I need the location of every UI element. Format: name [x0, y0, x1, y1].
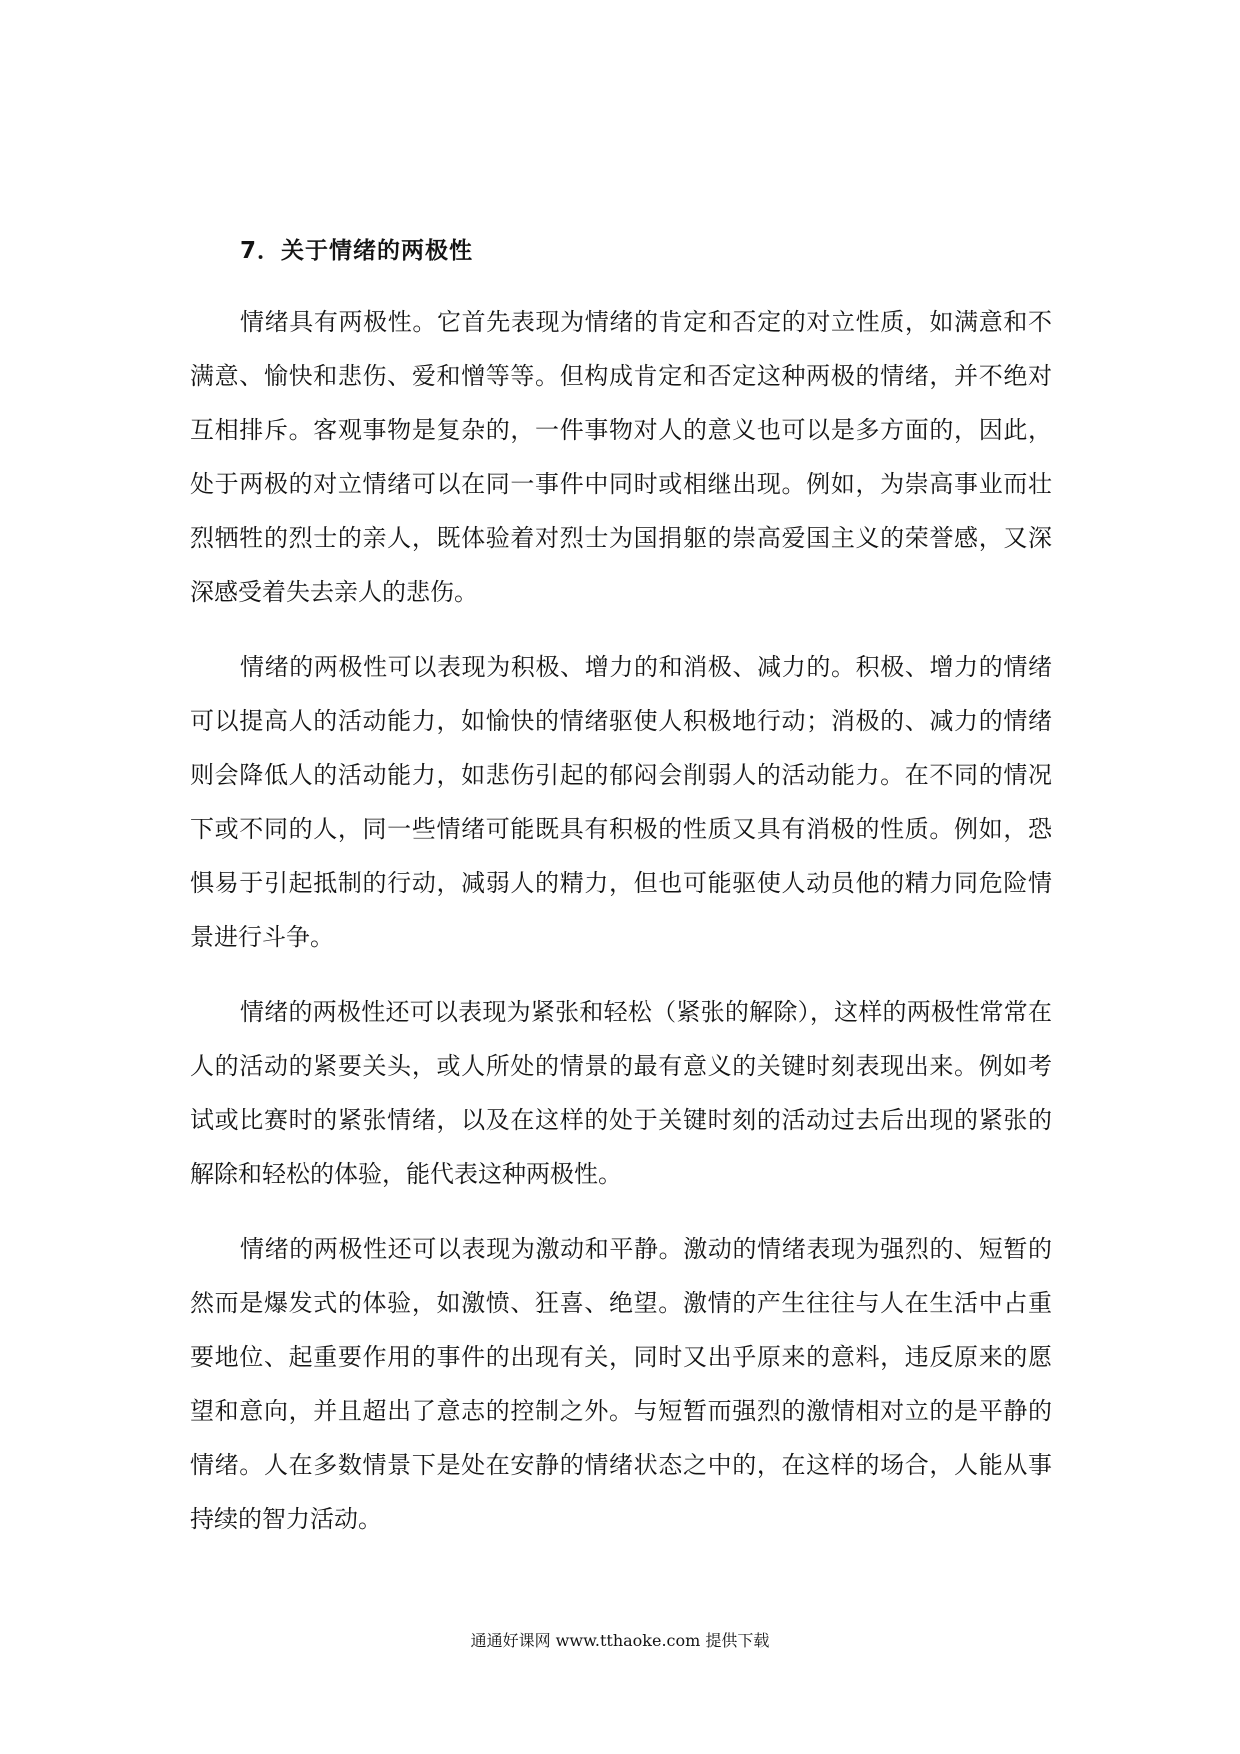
paragraph-1: 情绪具有两极性。它首先表现为情绪的肯定和否定的对立性质，如满意和不满意、愉快和悲伤、爱和憎等等。但构成肯定和否定这种两极的情绪，并不绝对互相排斥。客观事物是复杂的，一件事物对人的意义也可以是多方面的，因此，处于两极的对立情绪可以在同一事件中同时或相继出现。例如，为崇高事业而壮烈牺牲的烈士的亲人，既体验着对烈士为国捐躯的崇高爱国主义的荣誉感，又深深感受着失去亲人的悲伤。: [190, 308, 1052, 606]
paragraph-4: 情绪的两极性还可以表现为激动和平静。激动的情绪表现为强烈的、短暂的然而是爆发式的体验，如激愤、狂喜、绝望。激情的产生往往与人在生活中占重要地位、起重要作用的事件的出现有关，同时又出乎原来的意料，违反原来的愿望和意向，并且超出了意志的控制之外。与短暂而强烈的激情相对立的是平静的情绪。人在多数情景下是处在安静的情绪状态之中的，在这样的场合，人能从事持续的智力活动。: [190, 1235, 1052, 1533]
page-footer: 通通好课网 www.tthaoke.com 提供下载: [470, 1631, 770, 1650]
section-heading: 7．关于情绪的两极性: [240, 238, 474, 264]
paragraph-2: 情绪的两极性可以表现为积极、增力的和消极、减力的。积极、增力的情绪可以提高人的活动能力，如愉快的情绪驱使人积极地行动；消极的、减力的情绪则会降低人的活动能力，如悲伤引起的郁闷会削弱人的活动能力。在不同的情况下或不同的人，同一些情绪可能既具有积极的性质又具有消极的性质。例如，恐惧易于引起抵制的行动，减弱人的精力，但也可能驱使人动员他的精力同危险情景进行斗争。: [190, 653, 1052, 951]
paragraph-3: 情绪的两极性还可以表现为紧张和轻松（紧张的解除），这样的两极性常常在人的活动的紧要关头，或人所处的情景的最有意义的关键时刻表现出来。例如考试或比赛时的紧张情绪，以及在这样的处于关键时刻的活动过去后出现的紧张的解除和轻松的体验，能代表这种两极性。: [190, 998, 1052, 1188]
